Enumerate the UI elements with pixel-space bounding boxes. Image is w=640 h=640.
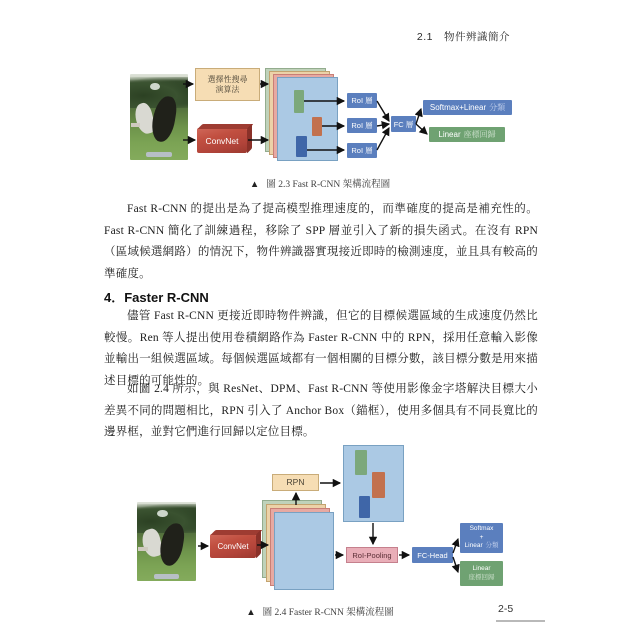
linear-regression-box-fig1 [429,127,505,142]
fc-layer-label: FC 層 [393,119,414,129]
paragraph-2: 儘管 Fast R-CNN 更接近即時物件辨識，但它的目標候選區域的生成速度仍然比較慢。Ren 等人提出使用卷積網路作為 Faster R-CNN 中的 RPN，採用任意輸入影像並輸出一組候選區域。每個候選區域都有一個相關的目標分數，該目標分數是用來描述目標的可能性的。 [104,310,538,387]
rpn-label: RPN [286,477,305,488]
rpn-box [272,474,319,491]
fc-head-label: FC-Head [417,550,448,560]
photo-fence [138,547,148,551]
convnet-box-fig1 [197,128,247,153]
softmax-label-line1: Softmax [469,525,494,533]
selective-search-label-line2: 演算法 [215,84,240,94]
photo-fence [131,123,141,127]
paragraph-1: Fast R-CNN 的提出是為了提高模型推理速度的，而準確度的提高是補充性的。Fast R-CNN 簡化了訓練過程，移除了 SPP 層並引入了新的損失函式。在沒有 RPN（區域候選網路）的情況下，物件辨識器實現接近即時的檢測速度，並且具有較高的準確度。 [104,203,538,280]
feature-sheet-blue-fig2 [274,512,334,590]
linear-reg-label-line1: Linear [472,565,491,573]
roi-layer-box-1 [347,93,377,108]
convnet-box-fig2 [210,534,256,558]
roi-layer-box-2 [347,118,377,133]
region-rect-orange-fig1 [312,117,322,136]
feature-sheet-blue-fig1 [277,77,338,161]
fc-layer-box [391,116,416,132]
linear-reg-label-line2: 座標回歸 [468,573,495,581]
softmax-linear-class-box-fig2 [460,523,503,553]
anchor-rect-blue [359,496,370,518]
selective-search-box [195,68,260,101]
anchor-rect-green [355,450,367,475]
input-photo-horses-fig2 [137,502,196,581]
figure-2-4-caption-text: 圖 2.4 Faster R-CNN 架構流程圖 [262,608,394,618]
caption-triangle-icon: ▲ [246,608,256,618]
softmax-label-line3-zh: 分類 [485,542,499,550]
linear-regression-label-en: Linear [438,129,461,139]
page-number: 2-5 [498,603,514,615]
roi-layer-label-3: RoI 層 [351,146,373,155]
page-number-underline [496,620,545,622]
softmax-linear-label-zh: 分類 [489,102,506,112]
section-heading-faster-rcnn: 4．Faster R-CNN [104,290,209,305]
convnet-label-fig1: ConvNet [205,135,239,146]
figure-2-3-caption [0,176,640,190]
softmax-linear-class-box-fig1 [423,100,512,115]
softmax-label-line2: + [479,533,484,541]
roi-pooling-label: RoI-Pooling [352,550,392,560]
photo-sky [157,510,168,517]
softmax-linear-label-en: Softmax+Linear [429,102,487,112]
roi-layer-box-3 [347,143,377,158]
softmax-label-line3 [465,542,499,550]
anchor-rect-orange [372,472,385,498]
selective-search-label-line1: 選擇性搜尋 [207,74,248,84]
fc-head-box [412,547,453,563]
linear-regression-label-zh: 座標回歸 [463,129,496,139]
photo-plaque [154,574,180,579]
region-rect-blue-fig1 [296,136,307,157]
running-header: 2.1 物件辨識簡介 [416,31,510,43]
photo-plaque [146,152,172,157]
caption-triangle-icon: ▲ [249,180,260,190]
paragraph-3: 如圖 2.4 所示，與 ResNet、DPM、Fast R-CNN 等使用影像金字塔解決目標大小差異不同的問題相比，RPN 引入了 Anchor Box（錨框），使用多個具有不同長寬比的邊界框，並對它們進行回歸以定位目標。 [104,383,538,439]
roi-layer-label-2: RoI 層 [351,121,373,130]
softmax-label-line3-en: Linear [464,542,483,550]
input-photo-horses-fig1 [130,74,188,160]
roi-pooling-box [346,547,398,563]
linear-regression-box-fig2 [460,561,503,586]
roi-layer-label-1: RoI 層 [351,96,373,105]
figure-2-4-caption [0,604,640,618]
figure-2-3-caption-text: 圖 2.3 Fast R-CNN 架構流程圖 [266,180,391,190]
convnet-label-fig2: ConvNet [217,541,249,551]
region-rect-green-fig1 [294,90,304,113]
